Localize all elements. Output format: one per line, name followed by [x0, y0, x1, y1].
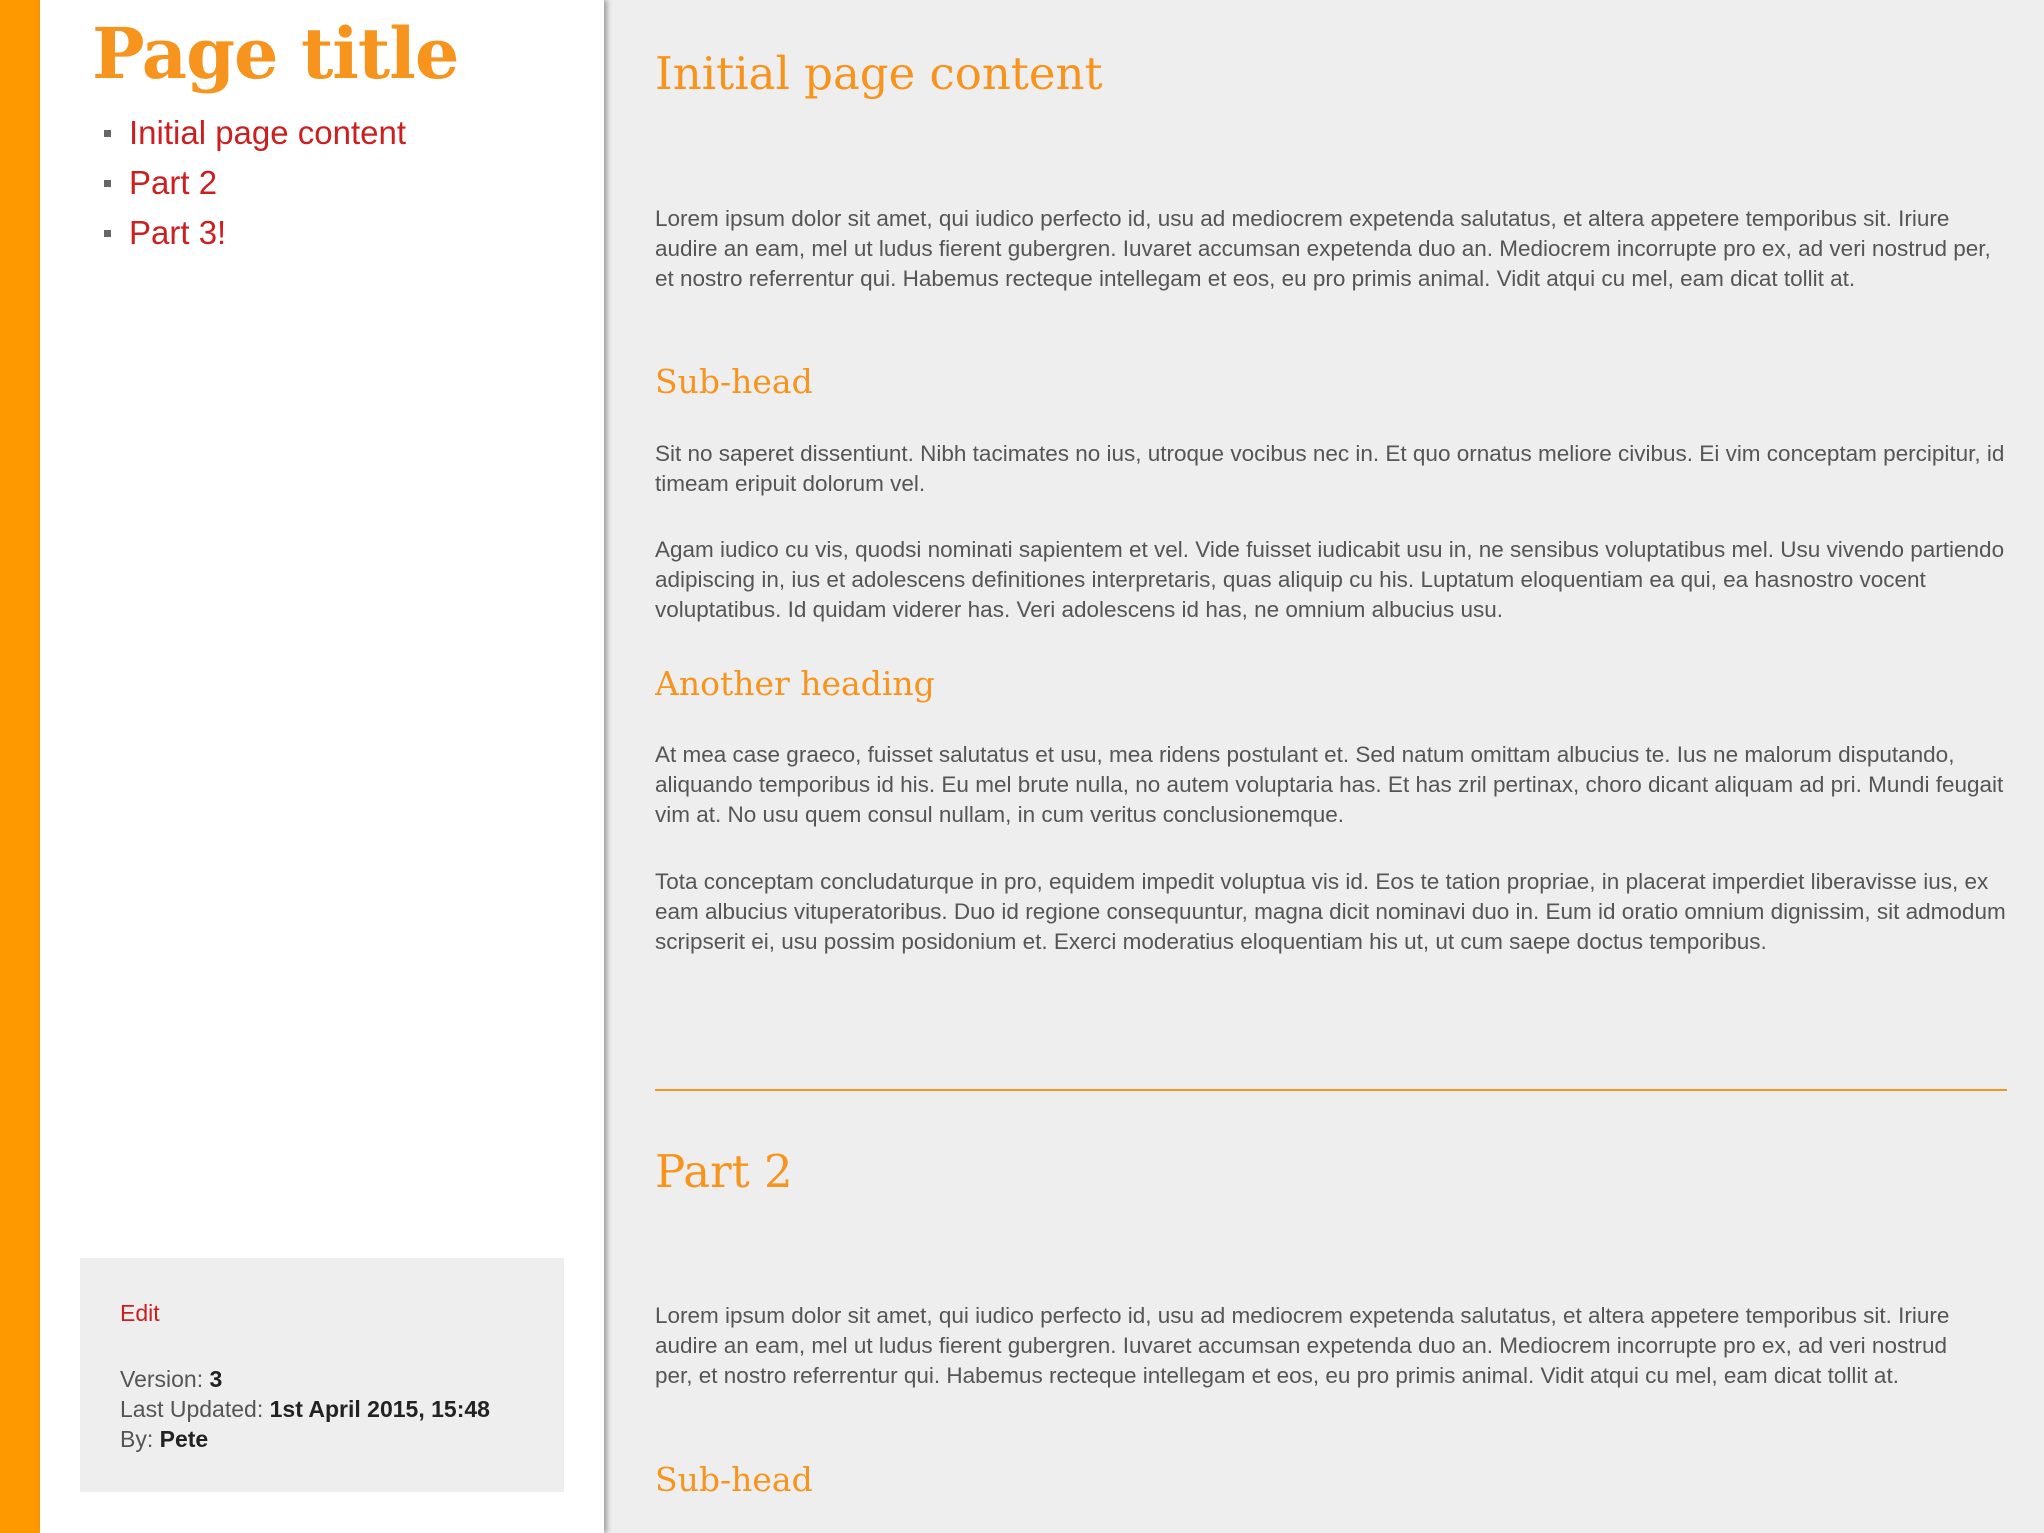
version-label: Version:: [120, 1366, 204, 1392]
paragraph: Agam iudico cu vis, quodsi nominati sapientem et vel. Vide fuisset iudicabit usu in, ne sensibus voluptatibus mel. Usu vivendo partiendo adipiscing in, ius et adolescens definitiones interpretaris, quas aliquip cu his. Luptatum eloquentiam ea qui, ea hasnostro vocent voluptatibus. Id quidam viderer has. Veri adolescens id has, ne omnium albucius usu.: [655, 537, 2005, 622]
version-line: [120, 1364, 564, 1394]
toc-link-part-3[interactable]: Part 3!: [129, 214, 227, 251]
square-bullet-icon: [104, 230, 111, 237]
section-title-part-2: Part 2: [655, 1145, 793, 1198]
version-value: 3: [209, 1366, 223, 1392]
toc-link-initial-page-content[interactable]: Initial page content: [129, 114, 407, 151]
accent-bar: [0, 0, 40, 1533]
page-title: Page title: [92, 12, 459, 95]
sub-heading: Sub-head: [655, 362, 813, 401]
edit-link[interactable]: Edit: [120, 1300, 160, 1326]
author-label: By:: [120, 1426, 154, 1452]
paragraph: At mea case graeco, fuisset salutatus et usu, mea ridens postulant et. Sed natum omittam albucius te. Ius ne malorum disputando, aliquando temporibus id his. Eu mel brute nulla, no autem voluptaria has. Et has zril pertinax, choro dicant aliquam ad pri. Mundi feugait vim at. No usu quem consul nullam, in cum veritus conclusionemque.: [655, 742, 2004, 827]
last-updated-label: Last Updated:: [120, 1396, 264, 1422]
toc-item-part-3: [104, 208, 406, 258]
author-line: [120, 1424, 564, 1454]
paragraph: Lorem ipsum dolor sit amet, qui iudico perfecto id, usu ad mediocrem expetenda salutatus, et altera appetere temporibus sit. Iriure audire an eam, mel ut ludus fierent gubergren. Iuvaret accumsan expetenda duo an. Mediocrem incorrupte pro ex, ad veri nostrud per, et nostro referrentur qui. Habemus recteque intellegam et eos, eu pro primis animal. Vidit atqui cu mel, eam dicat tollit at.: [655, 1303, 1950, 1388]
paragraph: Sit no saperet dissentiunt. Nibh tacimates no ius, utroque vocibus nec in. Et quo ornatus meliore civibus. Ei vim conceptam percipitur, id timeam eripuit dolorum vel.: [655, 441, 2005, 496]
section-divider: [655, 1089, 2007, 1091]
last-updated-line: [120, 1394, 564, 1424]
sub-heading: Another heading: [655, 664, 935, 703]
sidebar: [40, 0, 604, 1533]
page-meta-box: [80, 1258, 564, 1492]
section-title-initial-page-content: Initial page content: [655, 47, 1103, 100]
toc-link-part-2[interactable]: Part 2: [129, 164, 218, 201]
main-content: [655, 0, 2007, 1533]
last-updated-value: 1st April 2015, 15:48: [269, 1396, 490, 1422]
toc-item-initial-page-content: [104, 108, 406, 158]
paragraph: Lorem ipsum dolor sit amet, qui iudico perfecto id, usu ad mediocrem expetenda salutatus, et altera appetere temporibus sit. Iriure audire an eam, mel ut ludus fierent gubergren. Iuvaret accumsan expetenda duo an. Mediocrem incorrupte pro ex, ad veri nostrud per, et nostro referrentur qui. Habemus recteque intellegam et eos, eu pro primis animal. Vidit atqui cu mel, eam dicat tollit at.: [655, 206, 1991, 291]
paragraph: Tota conceptam concludaturque in pro, equidem impedit voluptua vis id. Eos te tation propriae, in placerat imperdiet liberavisse ius, ex eam albucius vituperatoribus. Duo id regione consequuntur, magna dicit nominavi duo in. Eum id oratio omnium dignissim, sit admodum scripserit ei, usu possim posidonium et. Exerci moderatius eloquentiam his ut, ut cum saepe doctus temporibus.: [655, 869, 2006, 954]
toc-item-part-2: [104, 158, 406, 208]
table-of-contents: [104, 108, 406, 258]
author-value: Pete: [159, 1426, 209, 1452]
sub-heading: Sub-head: [655, 1460, 813, 1499]
square-bullet-icon: [104, 180, 111, 187]
square-bullet-icon: [104, 130, 111, 137]
